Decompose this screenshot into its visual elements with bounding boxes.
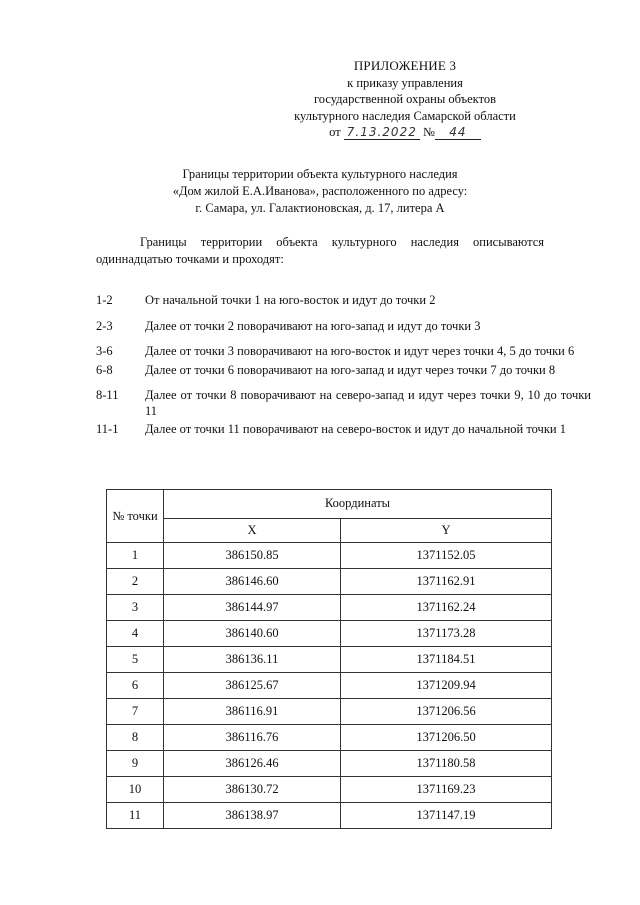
table-row — [107, 751, 552, 777]
header-coordinates: Координаты — [164, 490, 552, 519]
cell-y: 1371152.05 — [341, 543, 552, 569]
date-prefix: от — [329, 125, 341, 139]
heading-line-2: «Дом жилой Е.А.Иванова», расположенного по адресу: — [172, 184, 468, 198]
segment-item — [96, 422, 591, 438]
table-row — [107, 647, 552, 673]
cell-point: 9 — [107, 751, 164, 777]
cell-x: 386140.60 — [164, 621, 341, 647]
order-number: 44 — [435, 126, 481, 140]
cell-point: 1 — [107, 543, 164, 569]
heading-line-3: г. Самара, ул. Галактионовская, д. 17, литера А — [195, 201, 445, 215]
intro-line-2: одиннадцатью точками и проходят: — [96, 252, 284, 266]
coordinates-table — [106, 489, 552, 829]
appendix-line-2: государственной охраны объектов — [313, 92, 497, 106]
cell-x: 386116.76 — [164, 725, 341, 751]
cell-y: 1371206.50 — [341, 725, 552, 751]
segment-item — [96, 319, 591, 335]
number-prefix: № — [422, 125, 435, 139]
appendix-block — [280, 58, 530, 141]
header-point-number: № точки — [107, 490, 164, 543]
header-x: X — [164, 518, 341, 542]
cell-x: 386130.72 — [164, 777, 341, 803]
cell-y: 1371206.56 — [341, 699, 552, 725]
cell-x: 386126.46 — [164, 751, 341, 777]
table-row — [107, 803, 552, 829]
table-header-row — [107, 490, 552, 519]
cell-point: 10 — [107, 777, 164, 803]
table-row — [107, 725, 552, 751]
cell-y: 1371162.24 — [341, 595, 552, 621]
order-date: 7.13.2022 — [344, 126, 420, 140]
segment-item — [96, 363, 591, 379]
table-subheader-row — [107, 518, 552, 542]
segment-code: 11-1 — [96, 422, 119, 436]
table-row — [107, 543, 552, 569]
table-row — [107, 699, 552, 725]
cell-point: 8 — [107, 725, 164, 751]
cell-x: 386146.60 — [164, 569, 341, 595]
table-row — [107, 777, 552, 803]
segment-text: Далее от точки 8 поворачивают на северо-запад и идут через точки 9, 10 до точки 11 — [145, 388, 591, 418]
cell-point: 6 — [107, 673, 164, 699]
cell-point: 3 — [107, 595, 164, 621]
segment-code: 2-3 — [96, 318, 113, 333]
segment-code: 3-6 — [96, 344, 113, 358]
segment-text: Далее от точки 3 поворачивают на юго-восток и идут через точки 4, 5 до точки 6 — [145, 344, 575, 358]
cell-x: 386125.67 — [164, 673, 341, 699]
cell-y: 1371169.23 — [341, 777, 552, 803]
table-row — [107, 673, 552, 699]
intro-paragraph — [96, 234, 544, 268]
segment-text: От начальной точки 1 на юго-восток и идут до точки 2 — [145, 293, 436, 307]
cell-x: 386138.97 — [164, 803, 341, 829]
table-row — [107, 621, 552, 647]
table-row — [107, 595, 552, 621]
cell-point: 7 — [107, 699, 164, 725]
segment-code: 1-2 — [96, 293, 113, 307]
appendix-title: ПРИЛОЖЕНИЕ 3 — [353, 58, 457, 73]
appendix-line-1: к приказу управления — [347, 75, 463, 90]
appendix-line-3: культурного наследия Самарской области — [294, 108, 516, 123]
cell-x: 386136.11 — [164, 647, 341, 673]
cell-y: 1371184.51 — [341, 647, 552, 673]
segment-text: Далее от точки 6 поворачивают на юго-запад и идут через точки 7 до точки 8 — [145, 362, 556, 377]
cell-x: 386116.91 — [164, 699, 341, 725]
segment-item — [96, 388, 591, 419]
segment-code: 8-11 — [96, 388, 119, 402]
cell-point: 5 — [107, 647, 164, 673]
segment-code: 6-8 — [96, 362, 113, 377]
document-heading — [120, 166, 520, 217]
cell-y: 1371209.94 — [341, 673, 552, 699]
order-date-line — [329, 124, 481, 141]
cell-point: 4 — [107, 621, 164, 647]
boundary-segments — [96, 293, 591, 438]
intro-line-1: Границы территории объекта культурного наследия описываются — [140, 235, 544, 249]
cell-x: 386144.97 — [164, 595, 341, 621]
cell-y: 1371147.19 — [341, 803, 552, 829]
cell-y: 1371162.91 — [341, 569, 552, 595]
cell-y: 1371180.58 — [341, 751, 552, 777]
segment-text: Далее от точки 2 поворачивают на юго-запад и идут до точки 3 — [145, 318, 481, 333]
segment-item — [96, 293, 591, 309]
cell-point: 2 — [107, 569, 164, 595]
cell-x: 386150.85 — [164, 543, 341, 569]
segment-text: Далее от точки 11 поворачивают на северо-восток и идут до начальной точки 1 — [145, 422, 566, 436]
heading-line-1: Границы территории объекта культурного наследия — [182, 167, 458, 181]
header-y: Y — [341, 518, 552, 542]
cell-point: 11 — [107, 803, 164, 829]
cell-y: 1371173.28 — [341, 621, 552, 647]
table-row — [107, 569, 552, 595]
segment-item — [96, 344, 591, 360]
